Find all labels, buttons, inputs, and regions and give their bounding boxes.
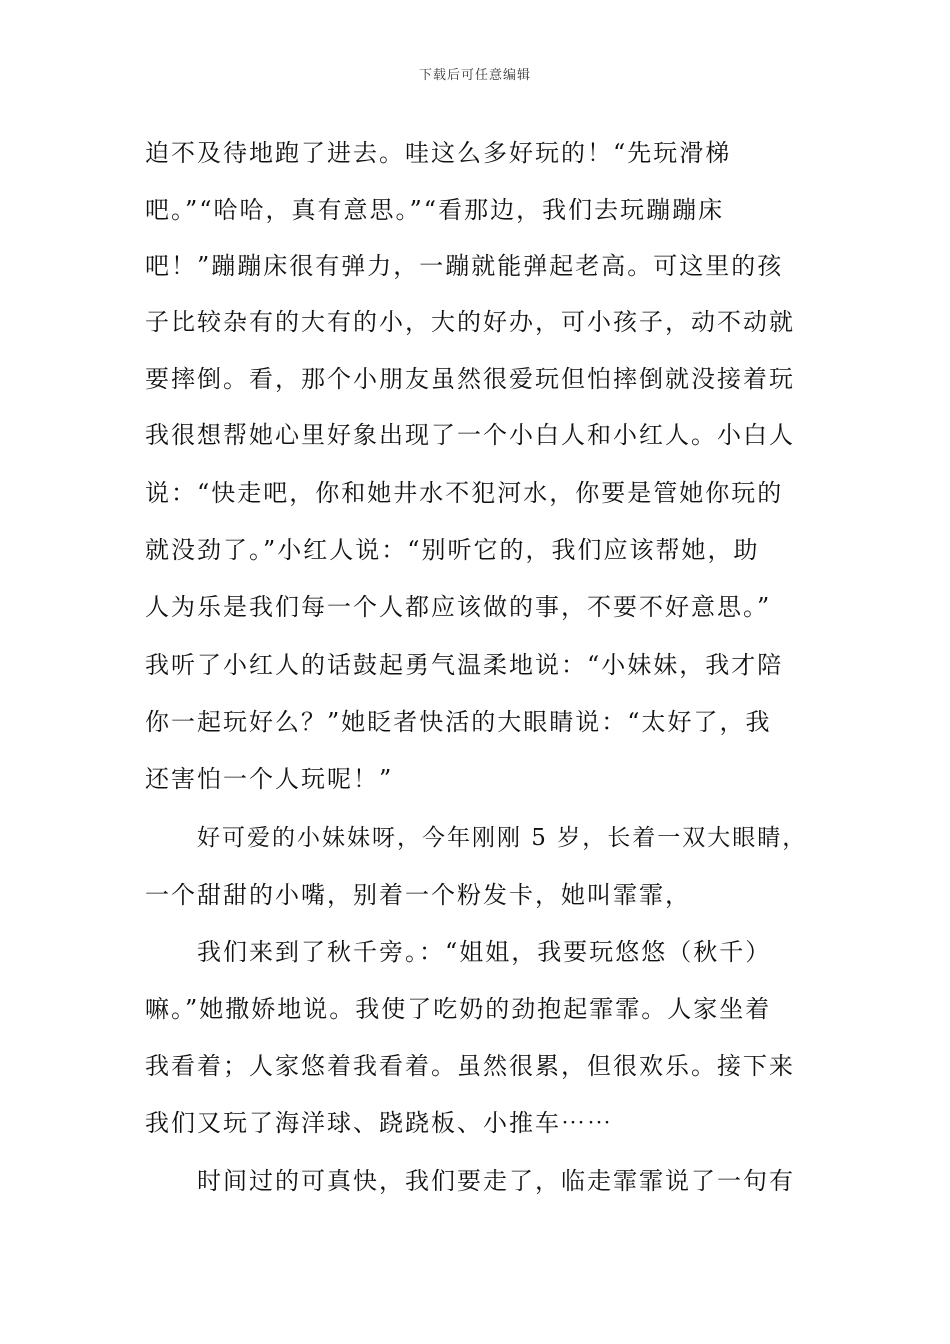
text-line: 我听了小红人的话鼓起勇气温柔地说：“小妹妹，我才陪	[145, 651, 784, 679]
text-line: 还害怕一个人玩呢！”	[145, 765, 394, 793]
text-line: 一个甜甜的小嘴，别着一个粉发卡，她叫霏霏，	[145, 881, 691, 909]
text-line: 吧！”蹦蹦床很有弹力，一蹦就能弹起老高。可这里的孩	[145, 252, 784, 280]
text-line: 就没劲了。”小红人说：“别听它的，我们应该帮她，助	[145, 536, 760, 564]
text-line: 我很想帮她心里好象出现了一个小白人和小红人。小白人	[145, 421, 795, 449]
text-line: 要摔倒。看，那个小朋友虽然很爱玩但怕摔倒就没接着玩	[145, 365, 795, 393]
text-line: 人为乐是我们每一个人都应该做的事，不要不好意思。”	[145, 593, 772, 621]
text-line: 子比较杂有的大有的小，大的好办，可小孩子，动不动就	[145, 308, 795, 336]
text-line: 说：“快走吧，你和她井水不犯河水，你要是管她你玩的	[145, 479, 784, 507]
paragraph-first-line: 好可爱的小妹妹呀，今年刚刚 5 岁，长着一双大眼睛，	[197, 825, 808, 851]
text-line: 你一起玩好么？”她眨者快活的大眼睛说：“太好了，我	[145, 708, 772, 736]
text-line: 我看着；人家悠着我看着。虽然很累，但很欢乐。接下来	[145, 1052, 795, 1080]
text-line: 嘛。”她撒娇地说。我使了吃奶的劲抱起霏霏。人家坐着	[145, 995, 772, 1023]
text-line: 我们又玩了海洋球、跷跷板、小推车⋯⋯	[145, 1109, 613, 1137]
paragraph-first-line: 我们来到了秋千旁。：“姐姐，我要玩悠悠（秋千）	[197, 938, 772, 966]
text-line: 吧。”“哈哈，真有意思。”“看那边，我们去玩蹦蹦床	[145, 196, 725, 224]
paragraph-first-line: 时间过的可真快，我们要走了，临走霏霏说了一句有	[197, 1167, 795, 1195]
page-header: 下载后可任意编辑	[418, 68, 531, 83]
text-line: 迫不及待地跑了进去。哇这么多好玩的！“先玩滑梯	[145, 139, 732, 167]
